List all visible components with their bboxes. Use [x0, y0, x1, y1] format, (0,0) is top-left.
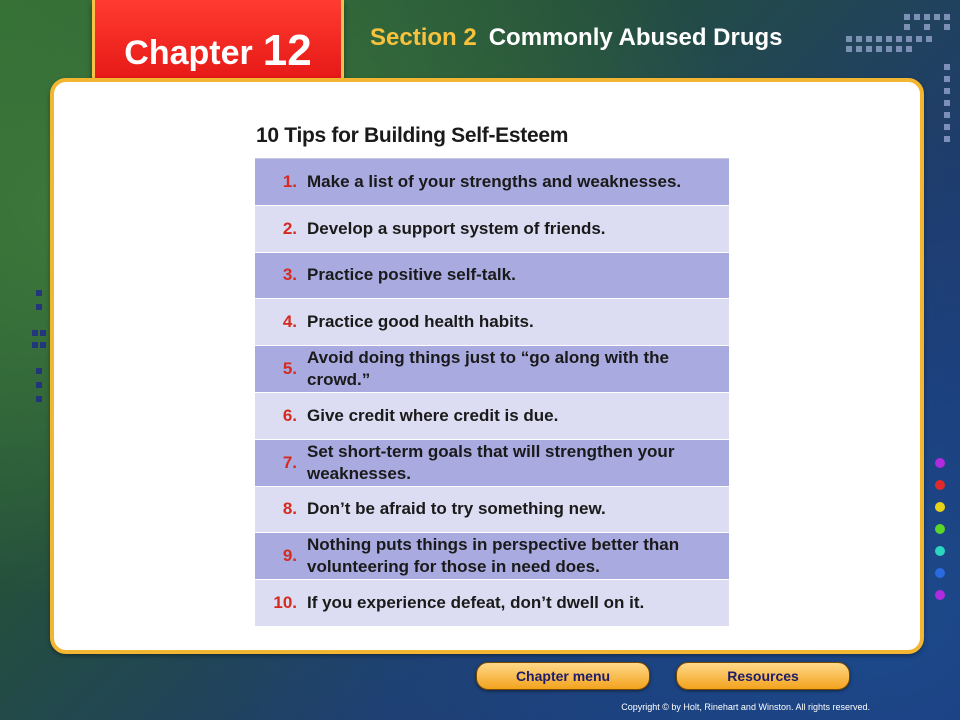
chapter-number: 12 [262, 26, 312, 75]
tip-row [255, 299, 729, 346]
tips-table [255, 158, 729, 627]
tip-row [255, 159, 729, 206]
tip-text: Don’t be afraid to try something new. [307, 499, 606, 519]
chapter-label: Chapter [124, 33, 253, 72]
tip-number: 4. [282, 312, 297, 332]
tip-number: 8. [282, 499, 297, 519]
color-dot [935, 502, 945, 512]
resources-button[interactable]: Resources [676, 662, 850, 690]
chapter-menu-button[interactable]: Chapter menu [476, 662, 650, 690]
tip-text: Set short-term goals that will strengthen your weaknesses. [307, 441, 675, 483]
tip-text: If you experience defeat, don’t dwell on it. [307, 593, 645, 613]
tip-number: 7. [282, 452, 297, 472]
tip-number: 10. [273, 593, 297, 613]
tip-text: Develop a support system of friends. [307, 218, 606, 238]
tip-text: Nothing puts things in perspective better than volunteering for those in need does. [307, 535, 680, 577]
tip-row [255, 253, 729, 300]
tip-text: Practice good health habits. [307, 312, 534, 332]
tip-text: Give credit where credit is due. [307, 405, 559, 425]
tip-row [255, 533, 729, 580]
tip-number: 1. [282, 171, 297, 191]
tip-number: 9. [282, 546, 297, 566]
tip-row [255, 393, 729, 440]
tip-row [255, 440, 729, 487]
color-dot [935, 480, 945, 490]
section-name: Commonly Abused Drugs [488, 24, 783, 51]
tip-number: 2. [282, 218, 297, 238]
tip-number: 3. [282, 265, 297, 285]
copyright-notice: Copyright © by Holt, Rinehart and Winston. All rights reserved. [621, 702, 870, 712]
section-title [370, 24, 783, 52]
tip-row [255, 580, 729, 627]
tip-row [255, 346, 729, 393]
left-dot-pattern [32, 290, 52, 410]
tip-number: 5. [282, 359, 297, 379]
tip-row [255, 206, 729, 253]
color-dot [935, 546, 945, 556]
tip-number: 6. [282, 405, 297, 425]
tip-row [255, 487, 729, 534]
color-dot [935, 458, 945, 468]
color-dot [935, 524, 945, 534]
color-dot [935, 568, 945, 578]
tip-text: Avoid doing things just to “go along with the crowd.” [307, 348, 669, 390]
section-label: Section 2 [370, 24, 477, 51]
tip-text: Make a list of your strengths and weaknesses. [307, 171, 682, 191]
table-title: 10 Tips for Building Self-Esteem [256, 124, 569, 147]
color-dot [935, 590, 945, 600]
tip-text: Practice positive self-talk. [307, 265, 516, 285]
